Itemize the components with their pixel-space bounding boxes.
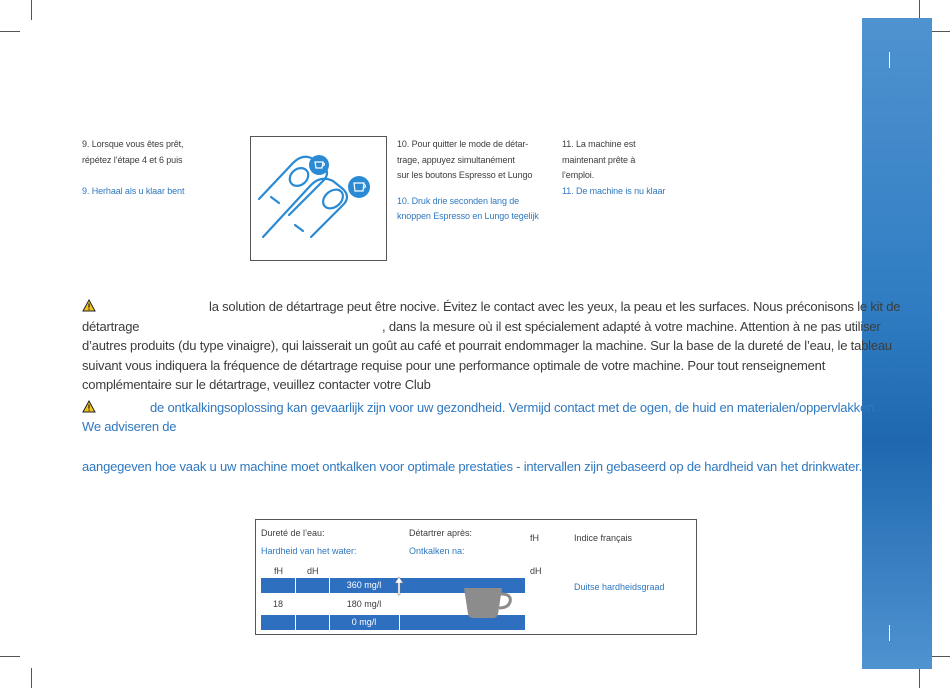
step-10-fr-line: trage, appuyez simultanément bbox=[397, 154, 515, 165]
side-tick-bottom bbox=[889, 625, 890, 641]
warning-icon bbox=[82, 400, 96, 413]
row2-fh: 18 bbox=[272, 599, 283, 609]
descale-label-nl: Ontkalken na: bbox=[409, 546, 465, 556]
step-10-fr-line: sur les boutons Espresso et Lungo bbox=[397, 170, 533, 180]
unit-fh: fH bbox=[274, 566, 283, 576]
warning-nl-line: We adviseren de bbox=[82, 419, 177, 434]
warning-nl-line: de ontkalkingsoplossing kan gevaarlijk zijn voor uw gezondheid. Vermijd contact met de ogen, de huid en materialen/oppervlakken. bbox=[150, 400, 878, 415]
warning-fr-line: détartrage bbox=[82, 319, 140, 334]
row3-value: 0 mg/l bbox=[351, 617, 377, 627]
hardness-label-nl: Hardheid van het water: bbox=[261, 546, 357, 556]
warning-icon bbox=[82, 299, 96, 312]
unit-dh-right: dH bbox=[530, 566, 542, 576]
warning-fr-line: complémentaire sur le détartrage, veuillez contacter votre Club bbox=[82, 377, 431, 392]
step-11-fr-line: maintenant prête à bbox=[562, 154, 636, 165]
step-10 bbox=[397, 137, 547, 225]
crop-mark bbox=[930, 656, 950, 657]
crop-mark bbox=[31, 0, 32, 20]
crop-mark bbox=[0, 31, 20, 32]
unit-fh-right: fH bbox=[530, 533, 539, 543]
indice-nl: Duitse hardheidsgraad bbox=[574, 582, 665, 592]
step-10-nl-line: knoppen Espresso en Lungo tegelijk bbox=[397, 211, 539, 221]
step-11-nl-line: 11. De machine is nu klaar bbox=[562, 185, 666, 196]
cell-separator bbox=[295, 615, 296, 630]
row2-value: 180 mg/l bbox=[346, 599, 382, 609]
crop-mark bbox=[919, 668, 920, 688]
warning-fr-line: suivant vous indiquera la fréquence de détartrage requise pour une performance optimale de votre machine. Pour tout renseignement bbox=[82, 358, 826, 373]
step-9-fr-line: 9. Lorsque vous êtes prêt, bbox=[82, 139, 184, 149]
step-11-fr-line: 11. La machine est bbox=[562, 139, 636, 149]
unit-dh: dH bbox=[307, 566, 319, 576]
water-hardness-table bbox=[255, 519, 697, 635]
crop-mark bbox=[919, 0, 920, 20]
hardness-label-fr: Dureté de l’eau: bbox=[261, 528, 325, 538]
warning-nl-line: aangegeven hoe vaak u uw machine moet ontkalken voor optimale prestaties - intervallen zijn gebaseerd op de hardheid van het drinkwater. bbox=[82, 459, 863, 474]
step-9-nl-line: 9. Herhaal als u klaar bent bbox=[82, 186, 185, 196]
coffee-cup-icon bbox=[462, 584, 514, 620]
step-10-nl-line: 10. Druk drie seconden lang de bbox=[397, 195, 520, 206]
step-9-fr-line: répétez l’étape 4 et 6 puis bbox=[82, 154, 183, 165]
row1-value: 360 mg/l bbox=[346, 580, 382, 590]
finger-press-illustration bbox=[250, 136, 387, 261]
crop-mark bbox=[31, 668, 32, 688]
step-10-fr-line: 10. Pour quitter le mode de détar- bbox=[397, 139, 529, 149]
warning-fr-line: d’autres produits (du type vinaigre), qui laisserait un goût au café et pourrait endommager la machine. Sur la base de la dureté de l’eau, le tableau bbox=[82, 338, 892, 353]
cell-separator bbox=[295, 578, 296, 593]
up-arrow-icon bbox=[394, 576, 404, 596]
crop-mark bbox=[930, 31, 950, 32]
indice-fr: Indice français bbox=[574, 533, 633, 543]
fingers-pressing-buttons-icon bbox=[251, 137, 386, 260]
descale-label-fr: Détartrer après: bbox=[409, 528, 473, 538]
step-11-fr-line: l’emploi. bbox=[562, 170, 595, 180]
side-tick-top bbox=[889, 52, 890, 68]
cell-separator bbox=[399, 615, 400, 630]
step-11 bbox=[562, 137, 712, 199]
step-9 bbox=[82, 137, 232, 200]
warning-fr-line: la solution de détartrage peut être nocive. Évitez le contact avec les yeux, la peau et les surfaces. Nous préconisons le kit de bbox=[209, 299, 901, 314]
warning-fr-line: , dans la mesure où il est spécialement adapté à votre machine. Attention à ne pas utiliser bbox=[382, 319, 881, 334]
crop-mark bbox=[0, 656, 20, 657]
